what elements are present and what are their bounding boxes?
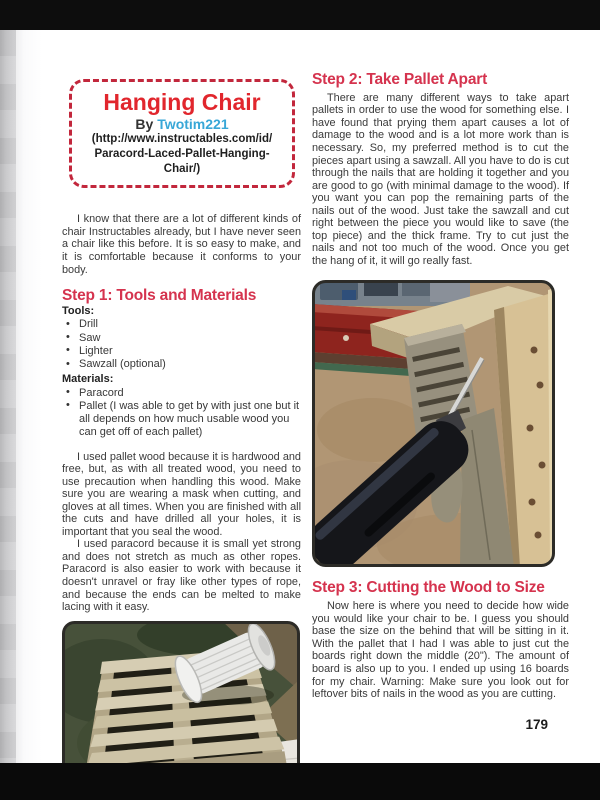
material-item: • Paracord bbox=[62, 387, 301, 400]
tool-item: • Drill bbox=[62, 318, 301, 331]
right-column bbox=[312, 30, 569, 732]
sawzall-cutting-photo bbox=[312, 280, 555, 567]
step1-paragraph-2: I used paracord because it is small yet strong and does not stretch as much as other ropes. Paracord is also easier to work with because it doesn't unravel or fray like other types of rope, and because the ends can be melted to make lacing with it easy. bbox=[62, 538, 301, 614]
tool-item: • Sawzall (optional) bbox=[62, 358, 301, 371]
step2-paragraph: There are many different ways to take apart pallets in order to use the wood for something else. I have found that prying them apart causes a lot of damage to the wood and is a lot more work than is necessary. So, my preferred method is to cut the pieces apart using a sawzall. All you have to do is cut through the nails that are holding it together and you are good to go (with minimal damage to the wood). If you want you can pop the remaining parts of the nails out of the wood. Just take the sawzall and cut right between the piece you would like to save (the top piece) and the thick frame. Try to cut just the nails and not too much of the wood. Once you get the hang of it, it will go really fast. bbox=[312, 91, 569, 267]
url-line-2: Paracord-Laced-Pallet-Hanging-Chair/) bbox=[94, 147, 270, 175]
tools-label: Tools: bbox=[62, 304, 95, 317]
left-column bbox=[62, 30, 301, 791]
step3-heading: Step 3: Cutting the Wood to Size bbox=[312, 579, 545, 597]
tool-item: • Saw bbox=[62, 332, 301, 345]
byline bbox=[77, 116, 287, 132]
materials-label: Materials: bbox=[62, 373, 114, 386]
intro-paragraph: I know that there are a lot of different kinds of chair Instructables already, but I have never seen a chair like this before. It is so easy to make, and it is comfortable because it conforms to your body. bbox=[62, 213, 301, 276]
page-title: Hanging Chair bbox=[103, 89, 261, 115]
top-black-bar bbox=[0, 0, 600, 30]
page-surface bbox=[0, 30, 600, 763]
url-line-1: (http://www.instructables.com/id/ bbox=[91, 133, 273, 146]
byline-prefix: By bbox=[135, 116, 154, 133]
page-edge-shadow bbox=[0, 30, 16, 763]
tool-item: • Lighter bbox=[62, 345, 301, 358]
step3-paragraph: Now here is where you need to decide how wide you would like your chair to be. I guess you should base the size on the behind that will be sitting in it. With the pallet that I had I was able to just cut the boards right down the middle (20"). The amount of board is also up to you. I ended up using 16 boards for my chair. Warning: Make sure you look out for leftover bits of nails in the wood as you are cutting. bbox=[312, 600, 569, 701]
author-link: Twotim221 bbox=[157, 116, 229, 133]
material-item: • Pallet (I was able to get by with just one but it all depends on how much usable wood you can get off of each pallet) bbox=[62, 400, 301, 440]
step1-paragraph-1: I used pallet wood because it is hardwood and free, but, as with all treated wood, you need to use precaution when handling this wood. Make sure you are wearing a mask when cutting, and gloves at all times. When you are finished with all the cuts and have drilled all your holes, it is important that you seal the wood. bbox=[62, 450, 301, 538]
materials-list bbox=[62, 387, 301, 440]
step2-heading: Step 2: Take Pallet Apart bbox=[312, 71, 488, 88]
title-box bbox=[69, 79, 295, 188]
bottom-black-bar bbox=[0, 763, 600, 800]
page-number: 179 bbox=[525, 716, 548, 732]
step1-heading: Step 1: Tools and Materials bbox=[62, 287, 257, 305]
tools-list bbox=[62, 318, 301, 371]
